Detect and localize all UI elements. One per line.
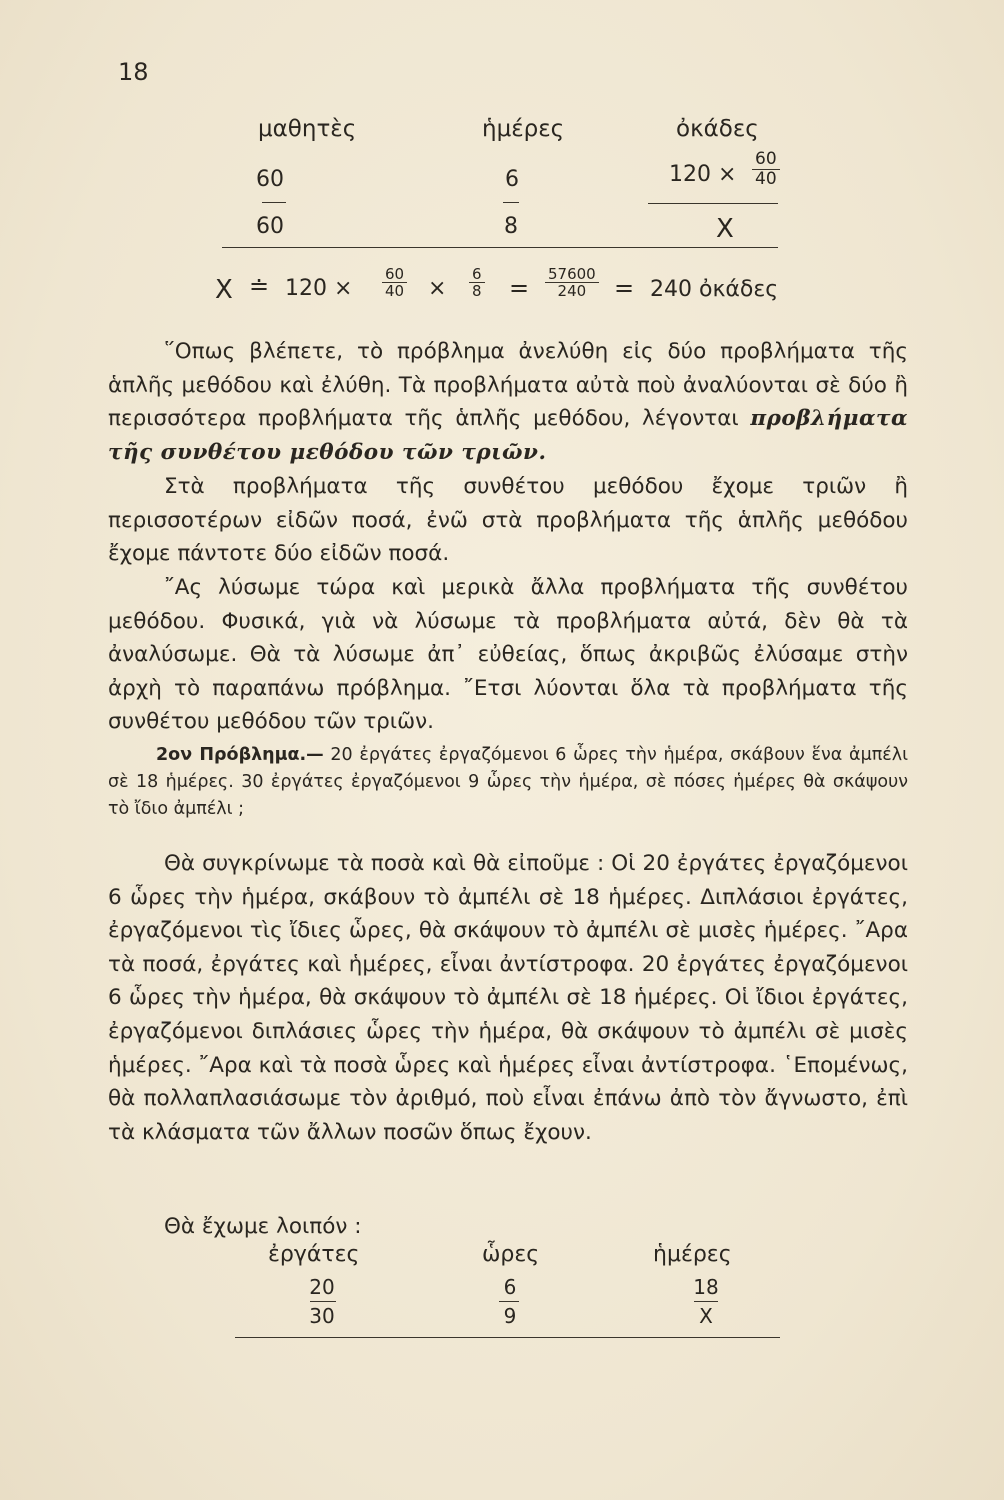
eq-equals-2: = bbox=[614, 274, 635, 302]
fraction-denominator: 40 bbox=[385, 282, 405, 300]
paragraph-1-text: ῞Οπως βλέπετε, τὸ πρόβλημα ἀνελύθη εἰς δύο προβλήματα τῆς ἁπλῆς μεθόδου καὶ ἐλύθη. Τὰ προβλήματα αὐτὰ ποὺ ἀναλύονται σὲ δύο ἢ περισσότερα προβλήματα τῆς ἁπλῆς μεθόδου, λέγονται bbox=[108, 339, 908, 432]
table1-r2-students: 60 bbox=[256, 214, 284, 239]
table2-header-hours: ὧρες bbox=[482, 1242, 540, 1267]
table2-r2-hours: 9 bbox=[503, 1304, 517, 1328]
paragraph-1 bbox=[108, 335, 908, 469]
fraction-denominator: 8 bbox=[472, 282, 482, 300]
table2-r1-hours: 6 bbox=[503, 1275, 517, 1299]
page-number: 18 bbox=[118, 58, 149, 86]
table2-r2-unknown: X bbox=[699, 1304, 713, 1328]
eq-fraction-1 bbox=[382, 266, 407, 299]
fraction-denominator: 40 bbox=[755, 169, 777, 189]
fraction-numerator: 60 bbox=[382, 266, 407, 283]
paragraph-2: Στὰ προβλήματα τῆς συνθέτου μεθόδου ἔχομε τριῶν ἢ περισσοτέρων εἰδῶν ποσά, ἐνῶ στὰ προβλήματα τῆς ἁπλῆς μεθόδου ἔχομε πάντοτε δύο εἰδῶν ποσά. bbox=[108, 474, 908, 567]
table2-r1-workers: 20 bbox=[309, 1275, 335, 1299]
fraction-numerator: 6 bbox=[469, 266, 485, 283]
table2-bottom-rule bbox=[235, 1337, 780, 1338]
eq-result: 240 ὀκάδες bbox=[650, 277, 779, 302]
table1-short-rule-1 bbox=[262, 202, 286, 203]
problem-2-label: 2ον Πρόβλημα.— bbox=[156, 745, 324, 765]
paragraph-1-emphasis: προβλήματα τῆς συνθέτου μεθόδου τῶν τριῶν. bbox=[108, 406, 908, 465]
table2-r1-days: 18 bbox=[693, 1275, 719, 1299]
problem-2-text: 20 ἐργάτες ἐργαζόμενοι 6 ὧρες τὴν ἡμέρα, σκάβουν ἕνα ἀμπέλι σὲ 18 ἡμέρες. 30 ἐργάτες ἐργαζόμενοι 9 ὧρες τὴν ἡμέρα, σὲ πόσες ἡμέρες θὰ σκάψουν τὸ ἴδιο ἀμπέλι ; bbox=[108, 745, 908, 819]
table1-r1-students: 60 bbox=[256, 167, 284, 192]
eq-fraction-3 bbox=[545, 266, 599, 299]
paragraph-5: Θὰ ἔχωμε λοιπόν : bbox=[164, 1214, 362, 1239]
table1-r1-fraction bbox=[752, 150, 780, 189]
paragraph-4: Θὰ συγκρίνωμε τὰ ποσὰ καὶ θὰ εἰποῦμε : Οἱ 20 ἐργάτες ἐργαζόμενοι 6 ὧρες τὴν ἡμέρα, σκάβουν τὸ ἀμπέλι σὲ 18 ἡμέρες. Διπλάσιοι ἐργάτες, ἐργαζόμενοι τὶς ἴδιες ὧρες, θὰ σκάψουν τὸ ἀμπέλι σὲ μισὲς ἡμέρες. ῎Αρα τὰ ποσά, ἐργάτες καὶ ἡμέρες, εἶναι ἀντίστροφα. 20 ἐργάτες ἐργαζόμενοι 6 ὧρες τὴν ἡμέρα, θὰ σκάψουν τὸ ἀμπέλι σὲ 18 ἡμέρες. Οἱ ἴδιοι ἐργάτες, ἐργαζόμενοι διπλάσιες ὧρες τὴν ἡμέρα, θὰ σκάψουν τὸ ἀμπέλι σὲ μισὲς ἡμέρες. ῎Αρα καὶ τὰ ποσὰ ὧρες καὶ ἡμέρες εἶναι ἀντίστροφα. ῾Επομένως, θὰ πολλαπλασιάσωμε τὸν ἀριθμό, ποὺ εἶναι ἐπάνω ἀπὸ τὸν ἄγνωστο, ἐπὶ τὰ κλάσματα τῶν ἄλλων ποσῶν ὅπως ἔχουν. bbox=[108, 851, 908, 1145]
fraction-denominator: 240 bbox=[557, 282, 587, 300]
table2-rule-1 bbox=[310, 1301, 336, 1302]
table1-short-rule-2 bbox=[503, 202, 519, 203]
table2-r2-workers: 30 bbox=[309, 1304, 335, 1328]
table1-header-okades: ὀκάδες bbox=[676, 116, 759, 142]
eq-x: X bbox=[215, 275, 233, 305]
eq-approx-sign: ≐ bbox=[249, 272, 270, 300]
paragraph-3: ῎Ας λύσωμε τώρα καὶ μερικὰ ἄλλα προβλήματα τῆς συνθέτου μεθόδου. Φυσικά, γιὰ νὰ λύσωμε τὰ προβλήματα αὐτά, δὲν θὰ τὰ ἀναλύσωμε. Θὰ τὰ λύσωμε ἀπ᾿ εὐθείας, ὅπως ἀκριβῶς ἐλύσαμε στὴν ἀρχὴ τὸ παραπάνω πρόβλημα. ῎Ετσι λύονται ὅλα τὰ προβλήματα τῆς συνθέτου μεθόδου τῶν τριῶν. bbox=[108, 575, 908, 735]
eq-equals-1: = bbox=[509, 274, 530, 302]
fraction-numerator: 57600 bbox=[545, 266, 599, 283]
table2-header-workers: ἐργάτες bbox=[268, 1242, 360, 1267]
table1-r2-unknown: X bbox=[716, 214, 734, 244]
eq-times: × bbox=[428, 276, 447, 301]
fraction-numerator: 60 bbox=[752, 150, 780, 170]
table1-rule-3 bbox=[648, 203, 778, 204]
table2-rule-3 bbox=[694, 1301, 718, 1302]
eq-base: 120 × bbox=[285, 276, 353, 301]
table1-header-students: μαθητὲς bbox=[258, 116, 357, 142]
table1-header-days: ἡμέρες bbox=[482, 116, 565, 142]
table1-bottom-rule bbox=[222, 247, 778, 248]
problem-2 bbox=[108, 742, 908, 823]
table2-rule-2 bbox=[499, 1301, 519, 1302]
table2-header-days: ἡμέρες bbox=[653, 1242, 732, 1267]
eq-fraction-2 bbox=[469, 266, 485, 299]
table1-r1-okades-base: 120 × bbox=[669, 162, 737, 187]
table1-r1-days: 6 bbox=[505, 167, 519, 192]
table1-r2-days: 8 bbox=[504, 214, 518, 239]
